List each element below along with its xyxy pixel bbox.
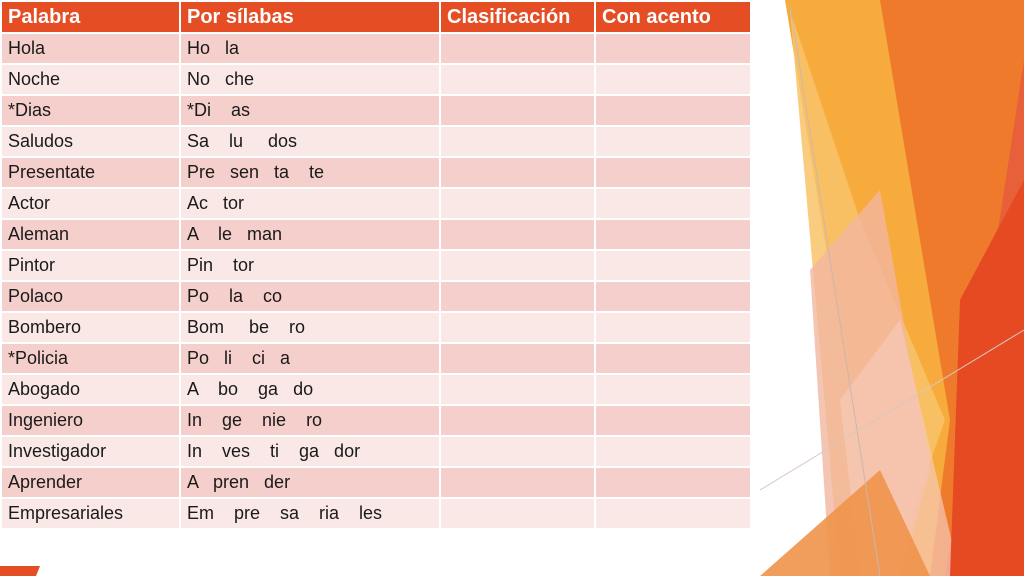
cell-con-acento xyxy=(595,188,751,219)
table-row xyxy=(1,498,751,529)
deco-corner-bottom-left xyxy=(0,566,40,576)
cell-con-acento xyxy=(595,33,751,64)
header-clasificacion: Clasificación xyxy=(440,1,595,33)
cell-palabra: *Dias xyxy=(1,95,180,126)
cell-con-acento xyxy=(595,219,751,250)
cell-con-acento xyxy=(595,95,751,126)
cell-silabas: A le man xyxy=(180,219,440,250)
cell-silabas: Ho la xyxy=(180,33,440,64)
table-body xyxy=(1,33,751,529)
cell-clasificacion xyxy=(440,126,595,157)
cell-palabra: Aprender xyxy=(1,467,180,498)
table-row xyxy=(1,64,751,95)
cell-con-acento xyxy=(595,126,751,157)
cell-con-acento xyxy=(595,343,751,374)
cell-clasificacion xyxy=(440,467,595,498)
cell-clasificacion xyxy=(440,64,595,95)
header-con-acento: Con acento xyxy=(595,1,751,33)
header-por-silabas: Por sílabas xyxy=(180,1,440,33)
table-row xyxy=(1,436,751,467)
cell-clasificacion xyxy=(440,343,595,374)
cell-clasificacion xyxy=(440,95,595,126)
cell-palabra: Bombero xyxy=(1,312,180,343)
cell-con-acento xyxy=(595,281,751,312)
table-row xyxy=(1,33,751,64)
cell-con-acento xyxy=(595,250,751,281)
table-row xyxy=(1,157,751,188)
table-row xyxy=(1,374,751,405)
cell-con-acento xyxy=(595,157,751,188)
cell-palabra: Pintor xyxy=(1,250,180,281)
cell-silabas: Ac tor xyxy=(180,188,440,219)
table-row xyxy=(1,312,751,343)
cell-silabas: A pren der xyxy=(180,467,440,498)
cell-con-acento xyxy=(595,436,751,467)
cell-clasificacion xyxy=(440,374,595,405)
cell-con-acento xyxy=(595,312,751,343)
cell-clasificacion xyxy=(440,33,595,64)
cell-clasificacion xyxy=(440,436,595,467)
cell-con-acento xyxy=(595,467,751,498)
cell-silabas: No che xyxy=(180,64,440,95)
table-row xyxy=(1,467,751,498)
cell-clasificacion xyxy=(440,498,595,529)
header-palabra: Palabra xyxy=(1,1,180,33)
table-row xyxy=(1,219,751,250)
cell-con-acento xyxy=(595,374,751,405)
cell-clasificacion xyxy=(440,219,595,250)
cell-con-acento xyxy=(595,405,751,436)
cell-silabas: Po la co xyxy=(180,281,440,312)
cell-clasificacion xyxy=(440,188,595,219)
cell-clasificacion xyxy=(440,405,595,436)
cell-con-acento xyxy=(595,64,751,95)
cell-silabas: Em pre sa ria les xyxy=(180,498,440,529)
cell-palabra: Presentate xyxy=(1,157,180,188)
cell-clasificacion xyxy=(440,250,595,281)
cell-clasificacion xyxy=(440,312,595,343)
cell-silabas: Po li ci a xyxy=(180,343,440,374)
cell-palabra: Noche xyxy=(1,64,180,95)
table-row xyxy=(1,126,751,157)
cell-clasificacion xyxy=(440,157,595,188)
cell-palabra: *Policia xyxy=(1,343,180,374)
cell-palabra: Empresariales xyxy=(1,498,180,529)
cell-palabra: Ingeniero xyxy=(1,405,180,436)
table-row xyxy=(1,95,751,126)
cell-palabra: Investigador xyxy=(1,436,180,467)
cell-silabas: *Di as xyxy=(180,95,440,126)
table-row xyxy=(1,405,751,436)
cell-silabas: Pin tor xyxy=(180,250,440,281)
table-row xyxy=(1,281,751,312)
cell-palabra: Hola xyxy=(1,33,180,64)
cell-palabra: Saludos xyxy=(1,126,180,157)
table-row xyxy=(1,250,751,281)
cell-palabra: Aleman xyxy=(1,219,180,250)
cell-clasificacion xyxy=(440,281,595,312)
cell-con-acento xyxy=(595,498,751,529)
cell-silabas: A bo ga do xyxy=(180,374,440,405)
cell-palabra: Polaco xyxy=(1,281,180,312)
cell-silabas: Bom be ro xyxy=(180,312,440,343)
table-header-row xyxy=(1,1,751,33)
cell-palabra: Abogado xyxy=(1,374,180,405)
cell-silabas: Pre sen ta te xyxy=(180,157,440,188)
table-row xyxy=(1,188,751,219)
cell-silabas: In ves ti ga dor xyxy=(180,436,440,467)
table-row xyxy=(1,343,751,374)
cell-palabra: Actor xyxy=(1,188,180,219)
cell-silabas: In ge nie ro xyxy=(180,405,440,436)
cell-silabas: Sa lu dos xyxy=(180,126,440,157)
